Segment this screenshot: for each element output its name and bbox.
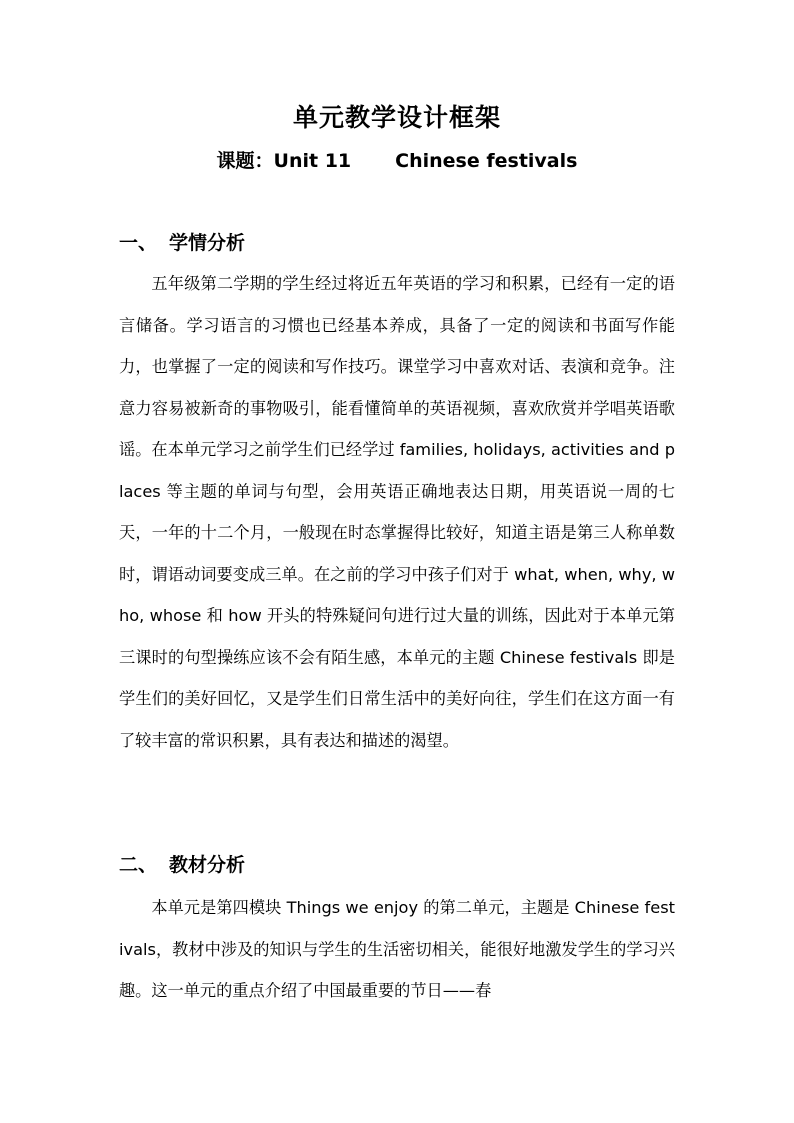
subtitle-topic: Chinese festivals <box>395 150 578 172</box>
section-number: 二、 <box>119 854 158 876</box>
section-title: 教材分析 <box>169 854 246 876</box>
section-title: 学情分析 <box>169 232 246 254</box>
subtitle-label: 课题：Unit 11 <box>216 150 352 172</box>
section-body-textbook-analysis: 本单元是第四模块 Things we enjoy 的第二单元，主题是 Chinese festivals，教材中涉及的知识与学生的生活密切相关，能很好地激发学生的学习兴趣。这一单元的重点介绍了中国最重要的节日——春 <box>119 898 675 1000</box>
section-body-learner-analysis: 五年级第二学期的学生经过将近五年英语的学习和积累，已经有一定的语言储备。学习语言的习惯也已经基本养成，具备了一定的阅读和书面写作能力，也掌握了一定的阅读和写作技巧。课堂学习中喜欢对话、表演和竞争。注意力容易被新奇的事物吸引，能看懂简单的英语视频，喜欢欣赏并学唱英语歌谣。在本单元学习之前学生们已经学过 families, holidays, activities and places 等主题的单词与句型，会用英语正确地表达日期，用英语说一周的七天，一年的十二个月，一般现在时态掌握得比较好，知道主语是第三人称单数时，谓语动词要变成三单。在之前的学习中孩子们对于 what, when, why, who, whose 和 how 开头的特殊疑问句进行过大量的训练，因此对于本单元第三课时的句型操练应该不会有陌生感，本单元的主题 Chinese festivals 即是学生们的美好回忆，又是学生们日常生活中的美好向往，学生们在这方面一有了较丰富的常识积累，具有表达和描述的渴望。 <box>119 274 675 750</box>
section-heading-textbook-analysis <box>119 850 245 880</box>
section-number: 一、 <box>119 232 158 254</box>
document-title: 单元教学设计框架 <box>292 103 501 132</box>
section-heading-learner-analysis <box>119 228 245 258</box>
lesson-subtitle <box>0 146 794 176</box>
